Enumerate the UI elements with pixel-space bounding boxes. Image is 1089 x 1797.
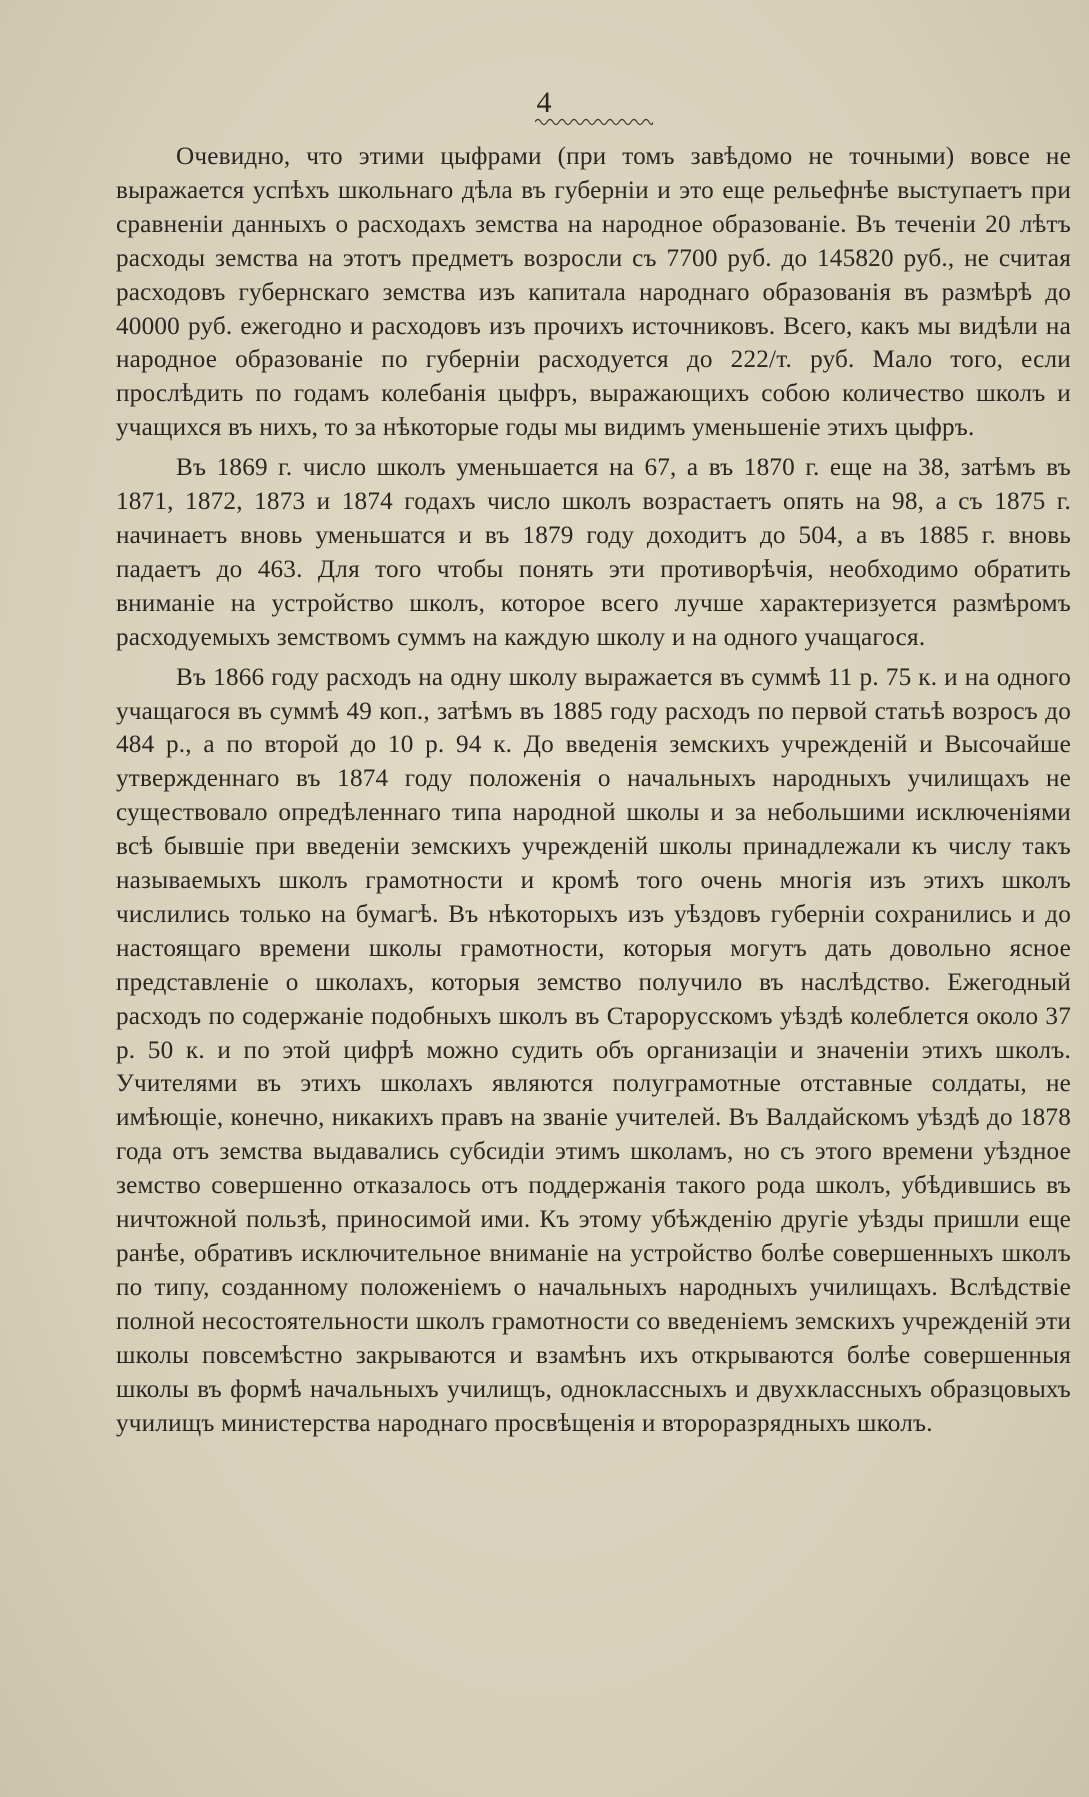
body-text bbox=[116, 140, 1071, 1446]
paragraph-1: Очевидно, что этими цыфрами (при томъ завѣдомо не точными) вовсе не выражается успѣхъ школьнаго дѣла въ губерніи и это еще рельефнѣе выступаетъ при сравненіи данныхъ о расходахъ земства на народное образованіе. Въ теченіи 20 лѣтъ расходы земства на этотъ предметъ возросли съ 7700 руб. до 145820 руб., не считая расходовъ губернскаго земства изъ капитала народнаго образованія въ размѣрѣ до 40000 руб. ежегодно и расходовъ изъ прочихъ источниковъ. Всего, какъ мы видѣли на народное образованіе по губерніи расходуется до 222/т. руб. Мало того, если прослѣдить по годамъ колебанія цыфръ, выражающихъ собою количество школъ и учащихся въ нихъ, то за нѣкоторые годы мы видимъ уменьшеніе этихъ цыфръ. bbox=[116, 143, 1071, 442]
wavy-rule-ornament bbox=[535, 116, 653, 128]
paragraph-2: Въ 1869 г. число школъ уменьшается на 67, а въ 1870 г. еще на 38, затѣмъ въ 1871, 1872, 1873 и 1874 годахъ число школъ возрастаетъ опять на 98, а съ 1875 г. начинаетъ вновь уменьшатся и въ 1879 году доходитъ до 504, а въ 1885 г. вновь падаетъ до 463. Для того чтобы понять эти противорѣчія, необходимо обратить вниманіе на устройство школъ, которое всего лучше характеризуется размѣромъ расходуемыхъ земствомъ суммъ на каждую школу и на одного учащагося. bbox=[116, 454, 1071, 651]
page-number: 4 bbox=[536, 86, 553, 119]
paragraph-3: Въ 1866 году расходъ на одну школу выражается въ суммѣ 11 р. 75 к. и на одного учащагося въ суммѣ 49 коп., затѣмъ въ 1885 году расходъ по первой статьѣ возросъ до 484 р., а по второй до 10 р. 94 к. До введенія земскихъ учрежденій и Высочайше утвержденнаго въ 1874 году положенія о начальныхъ народныхъ училищахъ не существовало опредѣленнаго типа народной школы и за небольшими исключеніями всѣ бывшіе при введеніи земскихъ учрежденій школы принадлежали къ числу такъ называемыхъ школъ грамотности и кромѣ того очень многія изъ этихъ школъ числились только на бумагѣ. Въ нѣкоторыхъ изъ уѣздовъ губерніи сохранились и до настоящаго времени школы грамотности, которыя могутъ дать довольно ясное представленіе о школахъ, которыя земство получило въ наслѣдство. Ежегодный расходъ по содержаніе подобныхъ школъ въ Старорусскомъ уѣздѣ колеблется около 37 р. 50 к. и по этой цифрѣ можно судить объ организаціи и значеніи этихъ школъ. Учителями въ этихъ школахъ являются полуграмотные отставные солдаты, не имѣющіе, конечно, никакихъ правъ на званіе учителей. Въ Валдайскомъ уѣздѣ до 1878 года отъ земства выдавались субсидіи этимъ школамъ, но съ этого времени уѣздное земство совершенно отказалось отъ поддержанія такого рода школъ, убѣдившись въ ничтожной пользѣ, приносимой ими. Къ этому убѣжденію другіе уѣзды пришли еще ранѣе, обративъ исключительное вниманіе на устройство болѣе совершенныхъ школъ по типу, созданному положеніемъ о начальныхъ народныхъ училищахъ. Вслѣдствіе полной несостоятельности школъ грамотности со введеніемъ земскихъ учрежденій эти школы повсемѣстно закрываются и взамѣнъ ихъ открываются болѣе совершенныя школы въ формѣ начальныхъ училищъ, одноклассныхъ и двухклассныхъ образцовыхъ училищъ министерства народнаго просвѣщенія и второразрядныхъ школъ. bbox=[116, 663, 1071, 1437]
